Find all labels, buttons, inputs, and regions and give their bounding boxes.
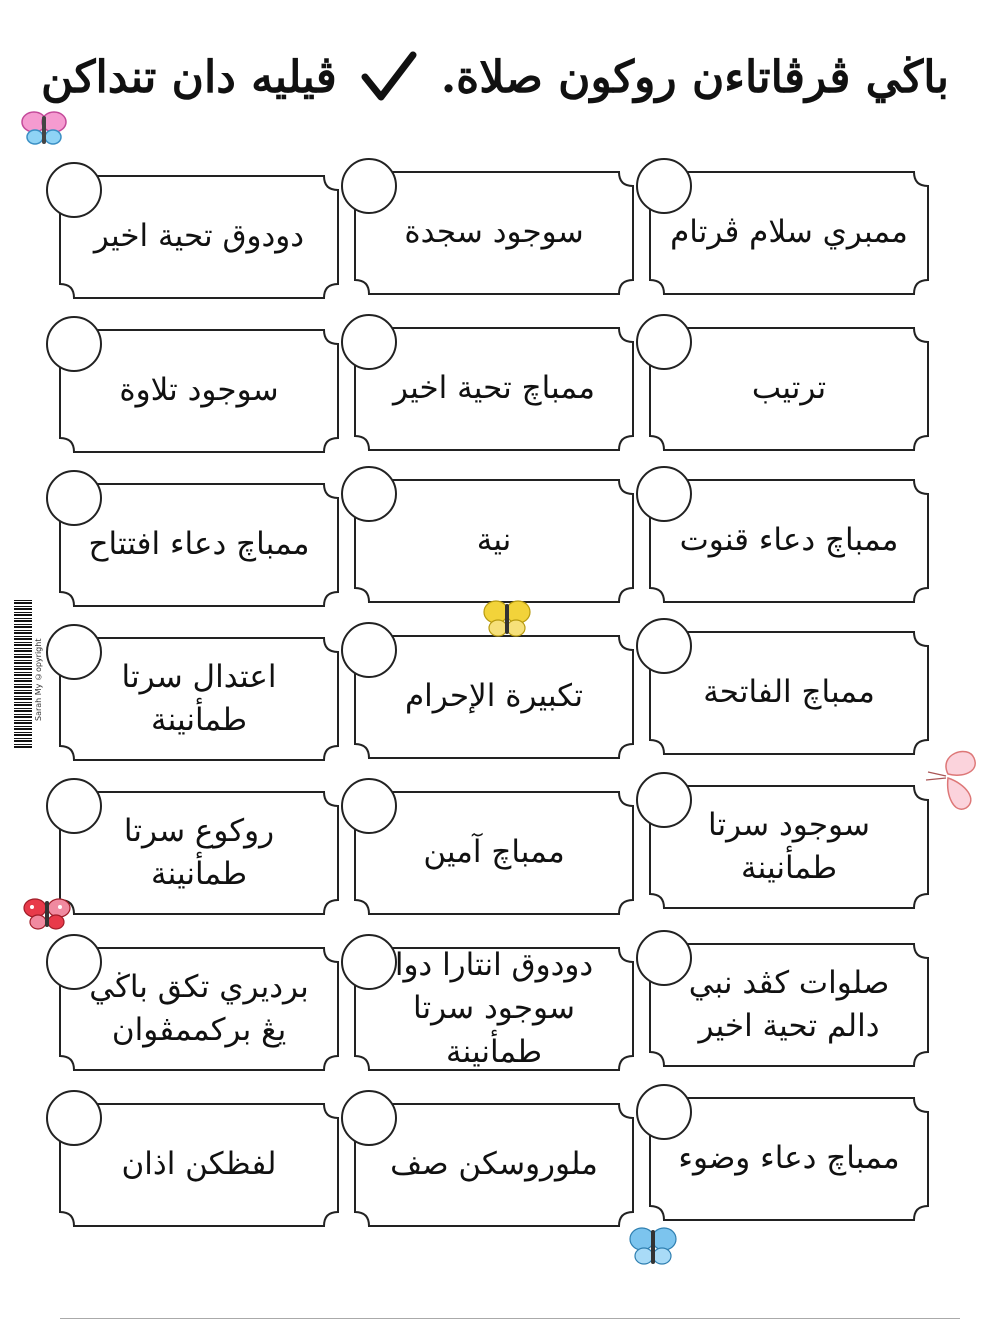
red-butterfly-icon bbox=[22, 896, 72, 932]
answer-card bbox=[650, 172, 928, 294]
yellow-butterfly-icon bbox=[482, 598, 532, 640]
card-label: برديري تکق باڬي يڠ برکممڤوان bbox=[89, 968, 309, 1048]
card-label: اعتدال سرتا طمأنينة bbox=[121, 658, 277, 738]
answer-card bbox=[60, 948, 338, 1070]
card-label: ممباچ آمين bbox=[423, 834, 565, 871]
answer-card bbox=[650, 1098, 928, 1220]
pink-butterfly-icon bbox=[20, 108, 68, 148]
answer-card bbox=[355, 1104, 633, 1226]
answer-card bbox=[60, 792, 338, 914]
card-label: ممباچ الفاتحة bbox=[703, 674, 875, 711]
answer-card bbox=[60, 1104, 338, 1226]
card-label: دودوق انتارا دوا سوجود سرتا طمأنينة bbox=[394, 946, 594, 1070]
answer-card bbox=[355, 948, 633, 1070]
answer-card bbox=[355, 636, 633, 758]
card-label: ملوروسکن صف bbox=[390, 1146, 598, 1183]
card-label: تکبيرة الإحرام bbox=[404, 678, 584, 715]
card-label: ممبري سلام ڤرتام bbox=[670, 214, 908, 251]
answer-card bbox=[60, 330, 338, 452]
page-title bbox=[20, 42, 970, 112]
answer-card bbox=[355, 792, 633, 914]
answer-card bbox=[650, 786, 928, 908]
bottom-divider bbox=[60, 1318, 960, 1319]
copyright-text: Sarah My ©opyright bbox=[34, 638, 43, 722]
answer-card bbox=[650, 944, 928, 1066]
answer-card bbox=[60, 484, 338, 606]
card-label: سوجود سجدة bbox=[404, 214, 584, 251]
card-label: ممباچ دعاء وضوء bbox=[678, 1140, 900, 1177]
title-left-text: باڬي ڤرڤاتاءن روکون صلاة. bbox=[440, 51, 949, 103]
answer-card bbox=[650, 328, 928, 450]
card-label: سوجود تلاوة bbox=[119, 372, 279, 409]
card-label: روکوع سرتا طمأنينة bbox=[123, 812, 275, 892]
answer-card bbox=[650, 480, 928, 602]
answer-card bbox=[355, 172, 633, 294]
card-label: سوجود سرتا طمأنينة bbox=[708, 806, 870, 886]
card-label: لفظکن اذان bbox=[121, 1146, 277, 1183]
card-label: ممباچ دعاء قنوت bbox=[679, 522, 899, 559]
pink-outline-butterfly-icon bbox=[918, 744, 982, 816]
checkmark-icon bbox=[359, 47, 419, 107]
barcode bbox=[14, 600, 32, 748]
answer-card bbox=[355, 328, 633, 450]
answer-card bbox=[60, 638, 338, 760]
answer-card bbox=[355, 480, 633, 602]
answer-card bbox=[650, 632, 928, 754]
card-label: دودوق تحية اخير bbox=[93, 218, 305, 255]
card-label: صلوات کڤد نبي دالم تحية اخير bbox=[688, 964, 890, 1044]
blue-butterfly-icon bbox=[628, 1224, 678, 1270]
card-label: ممباچ تحية اخير bbox=[393, 370, 595, 407]
card-label: ترتيب bbox=[751, 370, 827, 407]
answer-card bbox=[60, 176, 338, 298]
card-label: نية bbox=[476, 522, 512, 559]
title-right-text: ڤيليه دان تنداکن bbox=[41, 51, 337, 103]
card-label: ممباچ دعاء افتتاح bbox=[88, 526, 310, 563]
